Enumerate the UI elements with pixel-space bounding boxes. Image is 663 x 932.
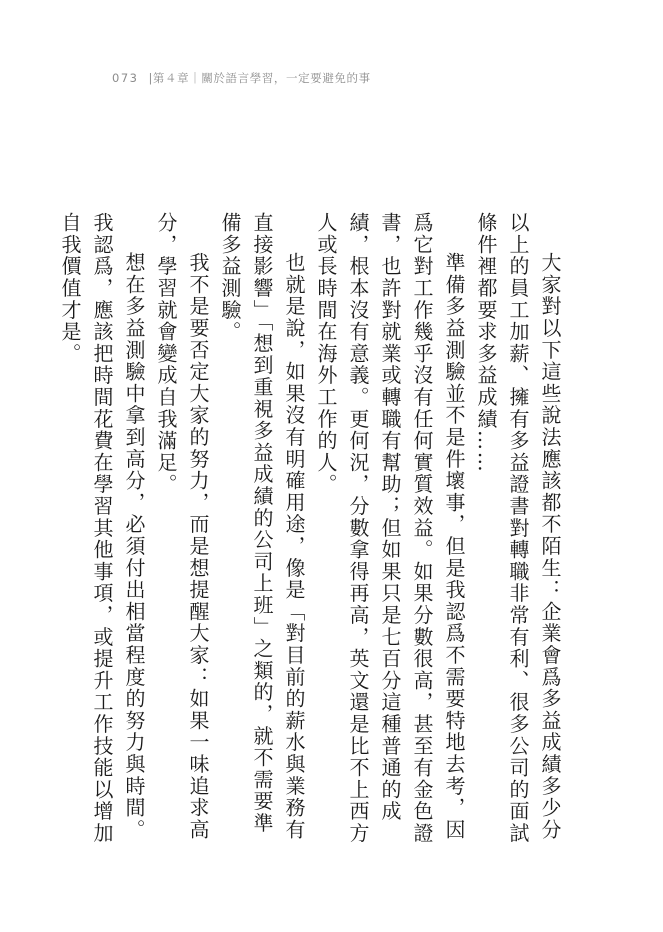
body-text [58,212,566,852]
paragraph: 想在多益測驗中拿到高分，必須付出相當程度的努力與時間。我認爲，應該把時間花費在學習其他事項，或提升工作技能以增加自我價值才是。 [58,212,146,845]
paragraph: 準備多益測驗並不是件壞事，但是我認爲不需要特地去考，因爲它對工作幾乎沒有任何實質效益。如果分數很高，甚至有金色證書，也許對就業或轉職有幫助；但如果只是七百分這種普通的成績，根本沒有意義。更何況，分數拿得再高，英文還是比不上西方人或長時間在海外工作的人。 [314,212,466,845]
running-header [112,70,371,86]
paragraph: 大家對以下這些說法應該都不陌生：企業會爲多益成績多少分以上的員工加薪、擁有多益證書對轉職非常有利、很多公司的面試條件裡都要求多益成績…… [474,212,562,845]
paragraph: 我不是要否定大家的努力，而是想提醒大家：如果一味追求高分，學習就會變成自我滿足。 [154,212,210,841]
page-number: 073 [112,71,139,85]
paragraph: 也就是說，如果沒有明確用途，像是「對目前的薪水與業務有直接影響」「想到重視多益成績的公司上班」之類的，就不需要準備多益測驗。 [218,212,306,841]
chapter-title: |第４章｜關於語言學習，一定要避免的事 [148,71,371,85]
